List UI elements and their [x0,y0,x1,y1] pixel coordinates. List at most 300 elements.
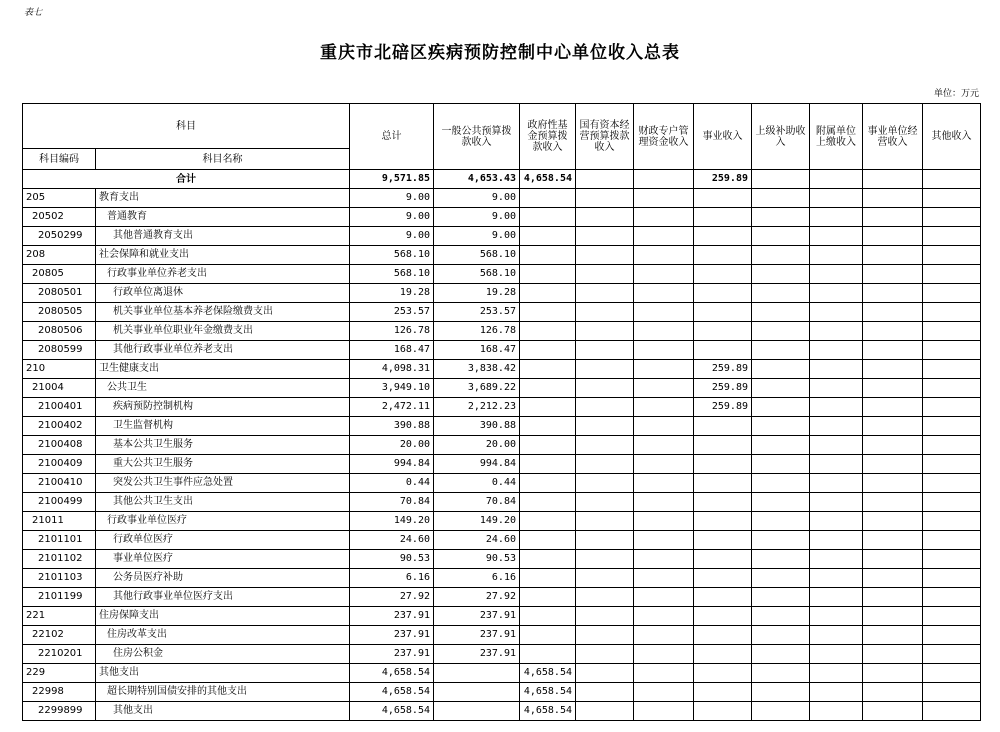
row-other [923,360,981,379]
row-total: 27.92 [350,588,434,607]
row-affiliated [810,455,863,474]
row-code: 2080501 [23,284,96,303]
table-row [23,588,981,607]
totals-label: 合计 [23,170,350,189]
row-operating [863,417,923,436]
row-name: 住房公积金 [96,645,350,664]
row-superior-subsidy [752,607,810,626]
row-general-budget: 3,838.42 [434,360,520,379]
row-business [694,436,752,455]
row-business [694,265,752,284]
row-total: 19.28 [350,284,434,303]
row-name: 重大公共卫生服务 [96,455,350,474]
row-state-capital [576,379,634,398]
row-business: 259.89 [694,379,752,398]
row-operating [863,569,923,588]
row-superior-subsidy [752,569,810,588]
unit-label: 单位：万元 [933,89,979,99]
table-row [23,683,981,702]
row-superior-subsidy [752,417,810,436]
row-state-capital [576,360,634,379]
row-fiscal-special [634,189,694,208]
row-code: 2050299 [23,227,96,246]
row-fiscal-special [634,588,694,607]
row-operating [863,379,923,398]
row-name: 公共卫生 [96,379,350,398]
row-general-budget: 70.84 [434,493,520,512]
row-business [694,550,752,569]
table-row [23,265,981,284]
table-row [23,303,981,322]
row-affiliated [810,322,863,341]
row-total: 70.84 [350,493,434,512]
row-affiliated [810,626,863,645]
row-fiscal-special [634,474,694,493]
row-code: 2100408 [23,436,96,455]
row-state-capital [576,493,634,512]
row-fiscal-special [634,246,694,265]
row-affiliated [810,189,863,208]
row-operating [863,246,923,265]
row-superior-subsidy [752,436,810,455]
row-business [694,417,752,436]
row-general-budget [434,664,520,683]
row-name: 行政事业单位医疗 [96,512,350,531]
row-other [923,550,981,569]
row-total: 24.60 [350,531,434,550]
row-name: 行政事业单位养老支出 [96,265,350,284]
row-business [694,455,752,474]
row-gov-fund [520,436,576,455]
row-other [923,702,981,721]
row-other [923,379,981,398]
row-business [694,588,752,607]
row-business [694,474,752,493]
row-gov-fund [520,493,576,512]
row-business [694,227,752,246]
row-other [923,417,981,436]
row-total: 3,949.10 [350,379,434,398]
row-operating [863,322,923,341]
row-gov-fund [520,379,576,398]
totals-affiliated [810,170,863,189]
row-state-capital [576,531,634,550]
row-general-budget: 3,689.22 [434,379,520,398]
table-number: 表七 [24,8,43,18]
row-other [923,607,981,626]
row-general-budget: 994.84 [434,455,520,474]
row-gov-fund [520,284,576,303]
row-fiscal-special [634,493,694,512]
row-state-capital [576,455,634,474]
row-gov-fund [520,246,576,265]
row-name: 卫生健康支出 [96,360,350,379]
row-name: 社会保障和就业支出 [96,246,350,265]
row-fiscal-special [634,379,694,398]
header-gov-fund: 政府性基金预算拨款收入 [520,104,576,170]
row-state-capital [576,322,634,341]
row-operating [863,303,923,322]
row-state-capital [576,417,634,436]
row-fiscal-special [634,607,694,626]
row-business [694,246,752,265]
row-superior-subsidy [752,322,810,341]
row-affiliated [810,702,863,721]
row-fiscal-special [634,512,694,531]
row-superior-subsidy [752,683,810,702]
row-general-budget: 2,212.23 [434,398,520,417]
row-affiliated [810,664,863,683]
table-row [23,208,981,227]
row-code: 2101102 [23,550,96,569]
row-operating [863,588,923,607]
header-code: 科目编码 [23,149,96,170]
row-affiliated [810,303,863,322]
row-name: 行政单位离退休 [96,284,350,303]
row-total: 9.00 [350,189,434,208]
row-total: 168.47 [350,341,434,360]
table-row [23,322,981,341]
row-code: 2101199 [23,588,96,607]
row-gov-fund [520,398,576,417]
row-affiliated [810,588,863,607]
row-gov-fund [520,626,576,645]
table-row [23,379,981,398]
row-general-budget: 126.78 [434,322,520,341]
row-business [694,189,752,208]
row-general-budget: 90.53 [434,550,520,569]
row-fiscal-special [634,284,694,303]
row-other [923,645,981,664]
row-other [923,683,981,702]
row-business [694,683,752,702]
row-affiliated [810,569,863,588]
row-name: 其他普通教育支出 [96,227,350,246]
row-fiscal-special [634,683,694,702]
row-code: 22102 [23,626,96,645]
row-superior-subsidy [752,303,810,322]
row-code: 21004 [23,379,96,398]
table-row [23,284,981,303]
row-operating [863,493,923,512]
row-affiliated [810,284,863,303]
row-state-capital [576,683,634,702]
row-fiscal-special [634,531,694,550]
row-business [694,493,752,512]
row-other [923,303,981,322]
table-row [23,341,981,360]
row-total: 0.44 [350,474,434,493]
row-fiscal-special [634,550,694,569]
row-operating [863,531,923,550]
row-affiliated [810,493,863,512]
row-fiscal-special [634,208,694,227]
header-affiliated: 附属单位上缴收入 [810,104,863,170]
row-state-capital [576,189,634,208]
row-affiliated [810,246,863,265]
row-operating [863,265,923,284]
row-state-capital [576,436,634,455]
totals-business: 259.89 [694,170,752,189]
row-affiliated [810,512,863,531]
row-business [694,702,752,721]
header-general-budget: 一般公共预算拨款收入 [434,104,520,170]
row-gov-fund [520,227,576,246]
row-general-budget: 6.16 [434,569,520,588]
row-name: 住房改革支出 [96,626,350,645]
row-total: 9.00 [350,227,434,246]
row-name: 行政单位医疗 [96,531,350,550]
row-business [694,341,752,360]
row-code: 208 [23,246,96,265]
row-business [694,645,752,664]
row-fiscal-special [634,322,694,341]
row-affiliated [810,550,863,569]
row-affiliated [810,474,863,493]
table-row [23,512,981,531]
row-other [923,474,981,493]
row-total: 568.10 [350,246,434,265]
row-total: 253.57 [350,303,434,322]
row-general-budget [434,702,520,721]
row-operating [863,512,923,531]
totals-general-budget: 4,653.43 [434,170,520,189]
row-fiscal-special [634,645,694,664]
row-fiscal-special [634,702,694,721]
row-other [923,246,981,265]
row-code: 21011 [23,512,96,531]
row-state-capital [576,265,634,284]
row-business [694,531,752,550]
row-name: 公务员医疗补助 [96,569,350,588]
row-code: 2100409 [23,455,96,474]
row-name: 其他支出 [96,664,350,683]
row-state-capital [576,550,634,569]
row-operating [863,664,923,683]
row-total: 126.78 [350,322,434,341]
row-business [694,322,752,341]
row-superior-subsidy [752,379,810,398]
header-name: 科目名称 [96,149,350,170]
row-code: 2100499 [23,493,96,512]
row-fiscal-special [634,360,694,379]
row-general-budget: 568.10 [434,246,520,265]
row-business [694,208,752,227]
table-row [23,626,981,645]
row-business [694,626,752,645]
row-code: 2210201 [23,645,96,664]
row-business [694,512,752,531]
row-gov-fund [520,512,576,531]
row-business: 259.89 [694,398,752,417]
table-row [23,493,981,512]
row-name: 基本公共卫生服务 [96,436,350,455]
row-superior-subsidy [752,398,810,417]
header-fiscal-special: 财政专户管理资金收入 [634,104,694,170]
table-row [23,246,981,265]
row-fiscal-special [634,341,694,360]
row-total: 9.00 [350,208,434,227]
row-affiliated [810,683,863,702]
row-gov-fund [520,588,576,607]
row-general-budget: 168.47 [434,341,520,360]
row-state-capital [576,398,634,417]
row-name: 超长期特别国债安排的其他支出 [96,683,350,702]
row-total: 149.20 [350,512,434,531]
row-code: 20502 [23,208,96,227]
row-superior-subsidy [752,284,810,303]
row-other [923,341,981,360]
row-general-budget: 27.92 [434,588,520,607]
row-gov-fund [520,360,576,379]
row-operating [863,436,923,455]
row-gov-fund [520,208,576,227]
row-affiliated [810,436,863,455]
row-name: 卫生监督机构 [96,417,350,436]
row-affiliated [810,607,863,626]
row-operating [863,474,923,493]
row-total: 6.16 [350,569,434,588]
row-superior-subsidy [752,341,810,360]
row-name: 其他行政事业单位养老支出 [96,341,350,360]
row-total: 20.00 [350,436,434,455]
table-row [23,474,981,493]
row-code: 2100410 [23,474,96,493]
row-state-capital [576,208,634,227]
row-total: 237.91 [350,645,434,664]
totals-fiscal-special [634,170,694,189]
row-gov-fund [520,189,576,208]
row-other [923,322,981,341]
row-operating [863,227,923,246]
row-name: 其他行政事业单位医疗支出 [96,588,350,607]
row-gov-fund [520,303,576,322]
row-general-budget: 19.28 [434,284,520,303]
row-general-budget: 24.60 [434,531,520,550]
row-business: 259.89 [694,360,752,379]
row-superior-subsidy [752,227,810,246]
row-superior-subsidy [752,360,810,379]
row-name: 住房保障支出 [96,607,350,626]
row-superior-subsidy [752,246,810,265]
row-superior-subsidy [752,474,810,493]
table-row [23,360,981,379]
row-name: 教育支出 [96,189,350,208]
row-state-capital [576,246,634,265]
row-name: 其他支出 [96,702,350,721]
row-gov-fund: 4,658.54 [520,702,576,721]
header-business: 事业收入 [694,104,752,170]
row-total: 4,658.54 [350,664,434,683]
totals-state-capital [576,170,634,189]
row-state-capital [576,512,634,531]
table-row [23,189,981,208]
row-code: 2101101 [23,531,96,550]
row-operating [863,341,923,360]
row-other [923,493,981,512]
totals-total: 9,571.85 [350,170,434,189]
row-fiscal-special [634,417,694,436]
row-fiscal-special [634,455,694,474]
row-gov-fund [520,322,576,341]
row-general-budget: 237.91 [434,626,520,645]
row-state-capital [576,227,634,246]
totals-gov-fund: 4,658.54 [520,170,576,189]
row-total: 994.84 [350,455,434,474]
row-operating [863,607,923,626]
row-state-capital [576,284,634,303]
row-fiscal-special [634,303,694,322]
header-other: 其他收入 [923,104,981,170]
row-gov-fund [520,569,576,588]
row-total: 237.91 [350,626,434,645]
row-total: 2,472.11 [350,398,434,417]
row-code: 2080506 [23,322,96,341]
row-operating [863,189,923,208]
row-code: 2299899 [23,702,96,721]
header-row-1 [23,104,981,149]
row-total: 90.53 [350,550,434,569]
row-general-budget: 20.00 [434,436,520,455]
row-affiliated [810,360,863,379]
row-operating [863,683,923,702]
row-code: 2100401 [23,398,96,417]
row-general-budget: 9.00 [434,227,520,246]
table-row [23,531,981,550]
row-name: 事业单位医疗 [96,550,350,569]
row-name: 突发公共卫生事件应急处置 [96,474,350,493]
row-operating [863,550,923,569]
row-business [694,284,752,303]
row-gov-fund [520,531,576,550]
row-other [923,588,981,607]
row-other [923,664,981,683]
row-code: 2080599 [23,341,96,360]
header-subject: 科目 [23,104,350,149]
income-summary-table [22,103,981,721]
row-affiliated [810,265,863,284]
row-other [923,189,981,208]
row-general-budget: 568.10 [434,265,520,284]
row-other [923,227,981,246]
row-superior-subsidy [752,493,810,512]
row-general-budget: 237.91 [434,645,520,664]
row-affiliated [810,531,863,550]
row-code: 229 [23,664,96,683]
row-superior-subsidy [752,664,810,683]
row-other [923,208,981,227]
row-total: 4,658.54 [350,702,434,721]
row-operating [863,398,923,417]
table-row [23,550,981,569]
row-name: 普通教育 [96,208,350,227]
row-other [923,436,981,455]
row-superior-subsidy [752,588,810,607]
row-fiscal-special [634,569,694,588]
row-operating [863,702,923,721]
row-code: 2100402 [23,417,96,436]
table-row [23,455,981,474]
row-state-capital [576,664,634,683]
row-other [923,398,981,417]
row-state-capital [576,645,634,664]
row-total: 4,098.31 [350,360,434,379]
table-row [23,417,981,436]
row-superior-subsidy [752,455,810,474]
row-gov-fund [520,341,576,360]
row-superior-subsidy [752,208,810,227]
row-general-budget: 0.44 [434,474,520,493]
